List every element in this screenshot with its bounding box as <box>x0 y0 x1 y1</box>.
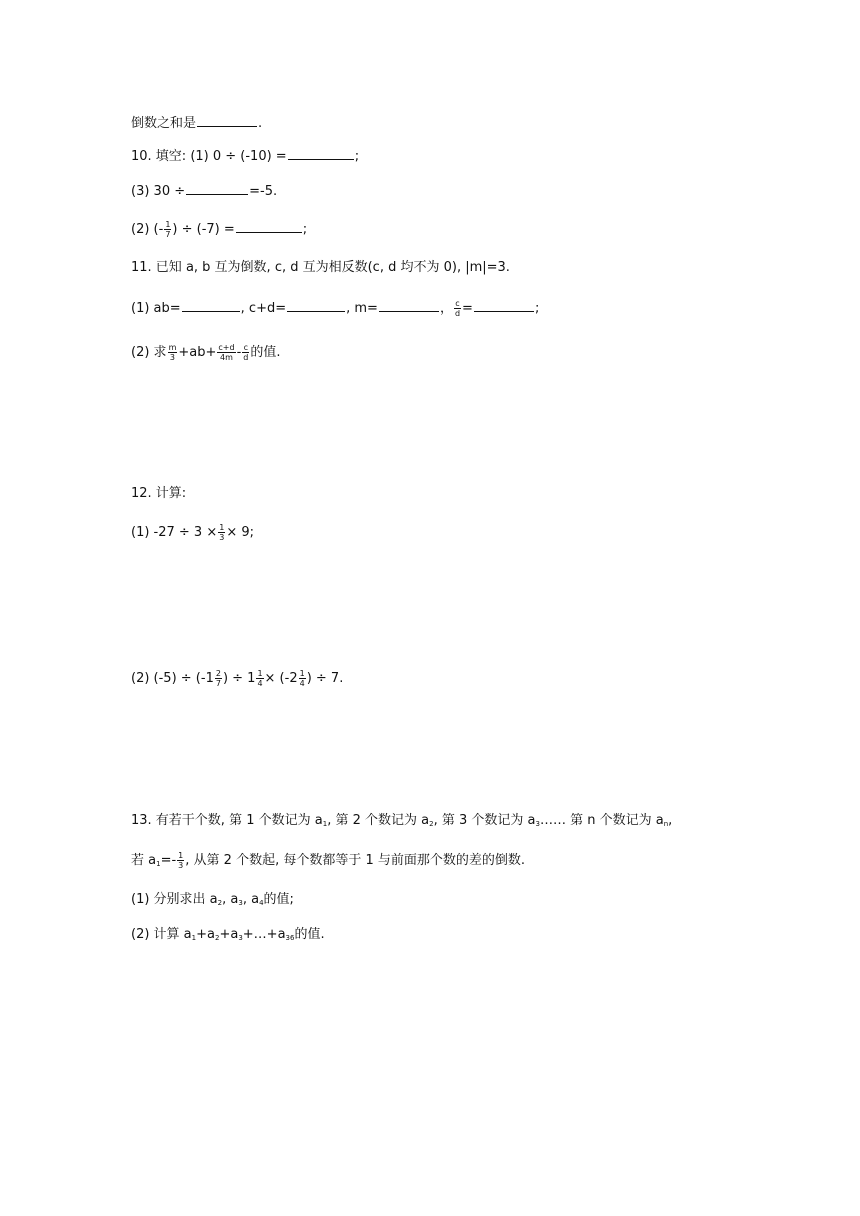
subscript: 36 <box>285 934 295 942</box>
text: +…+a <box>242 927 286 942</box>
subscript: 3 <box>238 899 243 907</box>
subscript: 1 <box>191 934 197 942</box>
fraction <box>454 299 461 318</box>
denominator: 4m <box>220 353 233 362</box>
numerator: c <box>455 299 460 308</box>
answer-blank <box>474 297 534 312</box>
numerator: c <box>243 343 248 352</box>
subscript: 2 <box>214 934 220 942</box>
text: +a <box>219 927 239 942</box>
text: × (-2 <box>264 671 298 686</box>
text: (1) 分别求出 a <box>131 892 218 907</box>
denominator: 3 <box>178 861 184 870</box>
text: , 从第 2 个数起, 每个数都等于 1 与前面那个数的差的倒数. <box>185 853 525 868</box>
answer-blank <box>288 145 354 160</box>
text: (2) 计算 a <box>131 927 192 942</box>
text: × 9; <box>226 525 255 540</box>
fraction <box>218 523 225 542</box>
text: (2) (- <box>131 222 164 237</box>
text: - <box>236 345 242 360</box>
q12-part2 <box>131 669 343 689</box>
text: (1) ab= <box>131 301 181 316</box>
q13-line2 <box>131 851 525 871</box>
fraction <box>217 343 235 362</box>
denominator: 3 <box>169 353 175 362</box>
text: , a <box>222 892 239 907</box>
q11-heading <box>131 258 510 278</box>
fraction <box>168 343 178 362</box>
q10-part2 <box>131 218 307 240</box>
text: ; <box>302 222 308 237</box>
line-reciprocal-sum <box>131 112 262 134</box>
text: +ab+ <box>178 345 217 360</box>
fraction <box>177 851 184 870</box>
text: 10. 填空: (1) 0 ÷ (-10) = <box>131 149 287 164</box>
text: …… 第 n 个数记为 a <box>539 813 664 828</box>
text: , c+d= <box>240 301 287 316</box>
answer-blank <box>197 112 257 127</box>
q13-line1 <box>131 811 672 831</box>
subscript: 1 <box>322 820 328 828</box>
denominator: d <box>243 353 249 362</box>
q10-part3 <box>131 180 277 202</box>
text: = <box>462 301 473 316</box>
text: ， <box>439 301 453 316</box>
numerator: m <box>168 343 177 352</box>
subscript: 2 <box>217 899 223 907</box>
q13-part1 <box>131 890 294 910</box>
denominator: 4 <box>299 679 305 688</box>
text: ) ÷ (-7) = <box>172 222 235 237</box>
text: ; <box>534 301 540 316</box>
text: (2) 求 <box>131 345 167 360</box>
text: . <box>258 116 263 131</box>
answer-blank <box>182 297 240 312</box>
denominator: 4 <box>257 679 263 688</box>
numerator: 1 <box>299 669 305 678</box>
answer-blank <box>236 218 302 233</box>
subscript: 1 <box>156 860 161 868</box>
subscript: n <box>663 820 669 828</box>
text: 的值. <box>294 927 325 942</box>
text: ) ÷ 1 <box>222 671 256 686</box>
answer-blank <box>379 297 439 312</box>
denominator: 3 <box>219 533 225 542</box>
text: ) ÷ 7. <box>306 671 344 686</box>
subscript: 3 <box>535 820 540 828</box>
q12-part1 <box>131 523 254 543</box>
text: +a <box>196 927 215 942</box>
numerator: 2 <box>215 669 221 678</box>
text: 13. 有若干个数, 第 1 个数记为 a <box>131 813 323 828</box>
text: 若 a <box>131 853 157 868</box>
answer-blank <box>287 297 345 312</box>
q12-heading <box>131 484 186 504</box>
fraction <box>164 220 171 239</box>
q10-heading <box>131 145 359 167</box>
subscript: 3 <box>238 934 243 942</box>
numerator: 1 <box>257 669 263 678</box>
fraction <box>256 669 263 688</box>
text: , 第 3 个数记为 a <box>433 813 536 828</box>
numerator: c+d <box>218 343 235 352</box>
text: =- <box>160 853 177 868</box>
q11-part1 <box>131 297 539 319</box>
text: (2) (-5) ÷ (-1 <box>131 671 214 686</box>
subscript: 2 <box>429 820 434 828</box>
fraction <box>299 669 306 688</box>
answer-blank <box>186 180 248 195</box>
q11-part2 <box>131 343 280 363</box>
text: 的值; <box>263 892 294 907</box>
numerator: 1 <box>219 523 225 532</box>
denominator: d <box>454 309 461 318</box>
text: , <box>668 813 673 828</box>
text: 12. 计算: <box>131 486 187 501</box>
text: ; <box>354 149 360 164</box>
text: , 第 2 个数记为 a <box>327 813 430 828</box>
text: , a <box>242 892 260 907</box>
text: , m= <box>346 301 378 316</box>
text: 11. 已知 a, b 互为倒数, c, d 互为相反数(c, d 均不为 0), |m|=3. <box>131 260 510 275</box>
numerator: 1 <box>178 851 184 860</box>
fraction <box>215 669 222 688</box>
text: 的值. <box>250 345 281 360</box>
text: 倒数之和是 <box>131 116 197 131</box>
text: (3) 30 ÷ <box>131 184 186 199</box>
fraction <box>242 343 249 362</box>
subscript: 4 <box>259 899 264 907</box>
denominator: 7 <box>215 679 221 688</box>
numerator: 1 <box>165 220 171 229</box>
text: (1) -27 ÷ 3 × <box>131 525 218 540</box>
text: =-5. <box>249 184 278 199</box>
q13-part2 <box>131 925 325 945</box>
denominator: 7 <box>165 230 171 239</box>
